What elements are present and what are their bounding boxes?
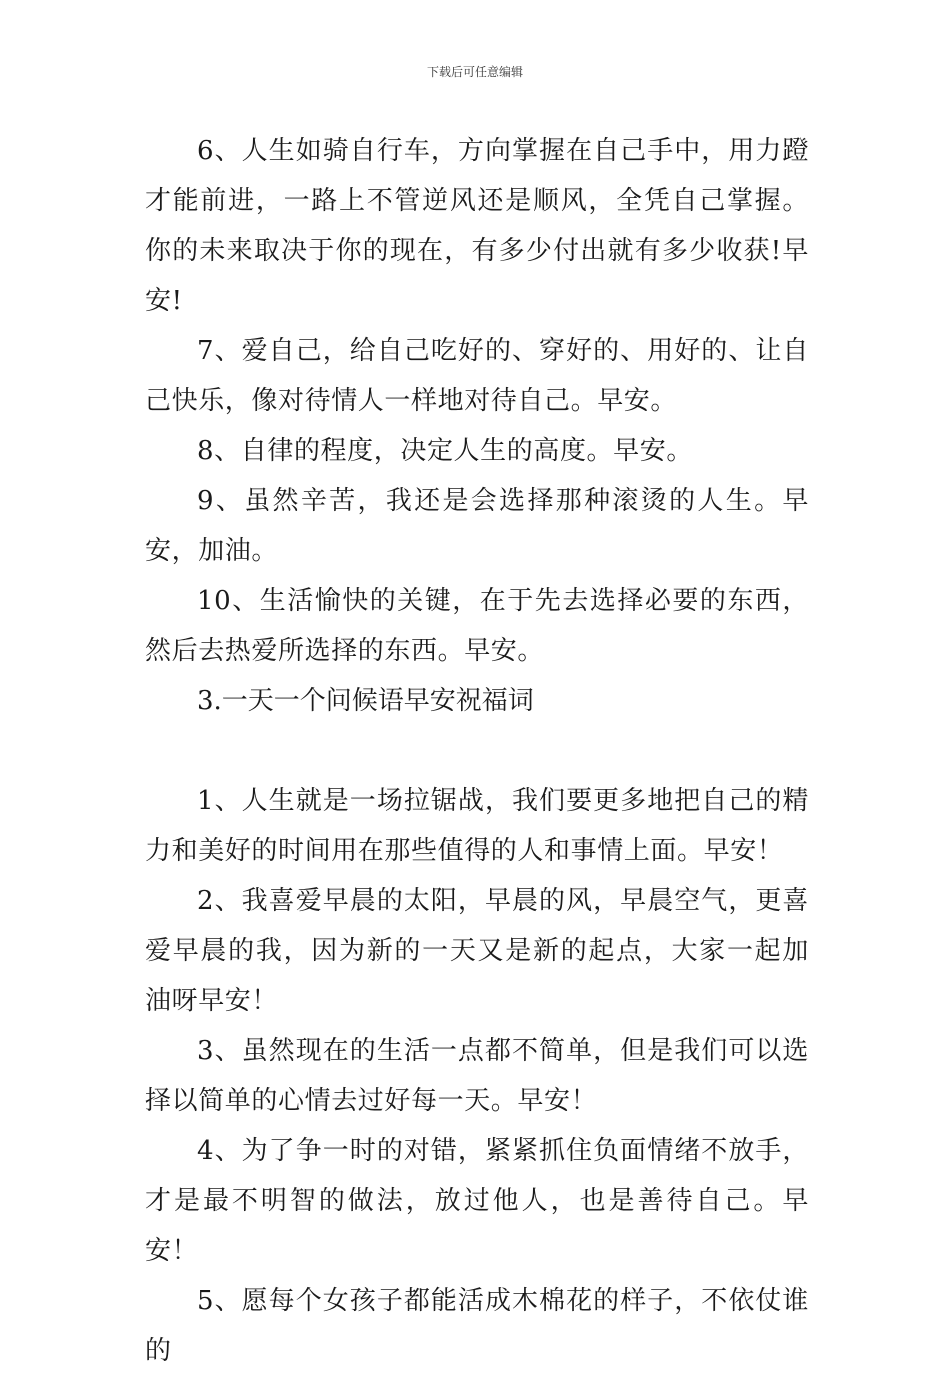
paragraph-greeting-3: 3、虽然现在的生活一点都不简单，但是我们可以选择以简单的心情去过好每一天。早安！ <box>145 1036 809 1116</box>
paragraph-item-6: 6、人生如骑自行车，方向掌握在自己手中，用力蹬才能前进，一路上不管逆风还是顺风，全凭自己掌握。你的未来取决于你的现在，有多少付出就有多少收获!早安! <box>145 136 809 316</box>
paragraph-greeting-2: 2、我喜爱早晨的太阳，早晨的风，早晨空气，更喜爱早晨的我，因为新的一天又是新的起点，大家一起加油呀早安！ <box>145 886 809 1016</box>
paragraph-item-10: 10、生活愉快的关键，在于先去选择必要的东西，然后去热爱所选择的东西。早安。 <box>145 586 809 666</box>
paragraph-greeting-5: 5、愿每个女孩子都能活成木棉花的样子，不依仗谁的 <box>145 1286 809 1366</box>
document-body <box>145 126 809 1376</box>
paragraph-greeting-1: 1、人生就是一场拉锯战，我们要更多地把自己的精力和美好的时间用在那些值得的人和事情上面。早安！ <box>145 786 809 866</box>
paragraph-item-9: 9、虽然辛苦，我还是会选择那种滚烫的人生。早安，加油。 <box>145 486 809 566</box>
paragraph-item-7: 7、爱自己，给自己吃好的、穿好的、用好的、让自己快乐，像对待情人一样地对待自己。早安。 <box>145 336 809 416</box>
paragraph-greeting-4: 4、为了争一时的对错，紧紧抓住负面情绪不放手，才是最不明智的做法，放过他人，也是善待自己。早安！ <box>145 1136 809 1266</box>
page-header-note: 下载后可任意编辑 <box>426 65 523 79</box>
section-spacer <box>145 726 809 776</box>
section-heading: 3.一天一个问候语早安祝福词 <box>197 686 534 716</box>
paragraph-item-8: 8、自律的程度，决定人生的高度。早安。 <box>197 436 693 466</box>
